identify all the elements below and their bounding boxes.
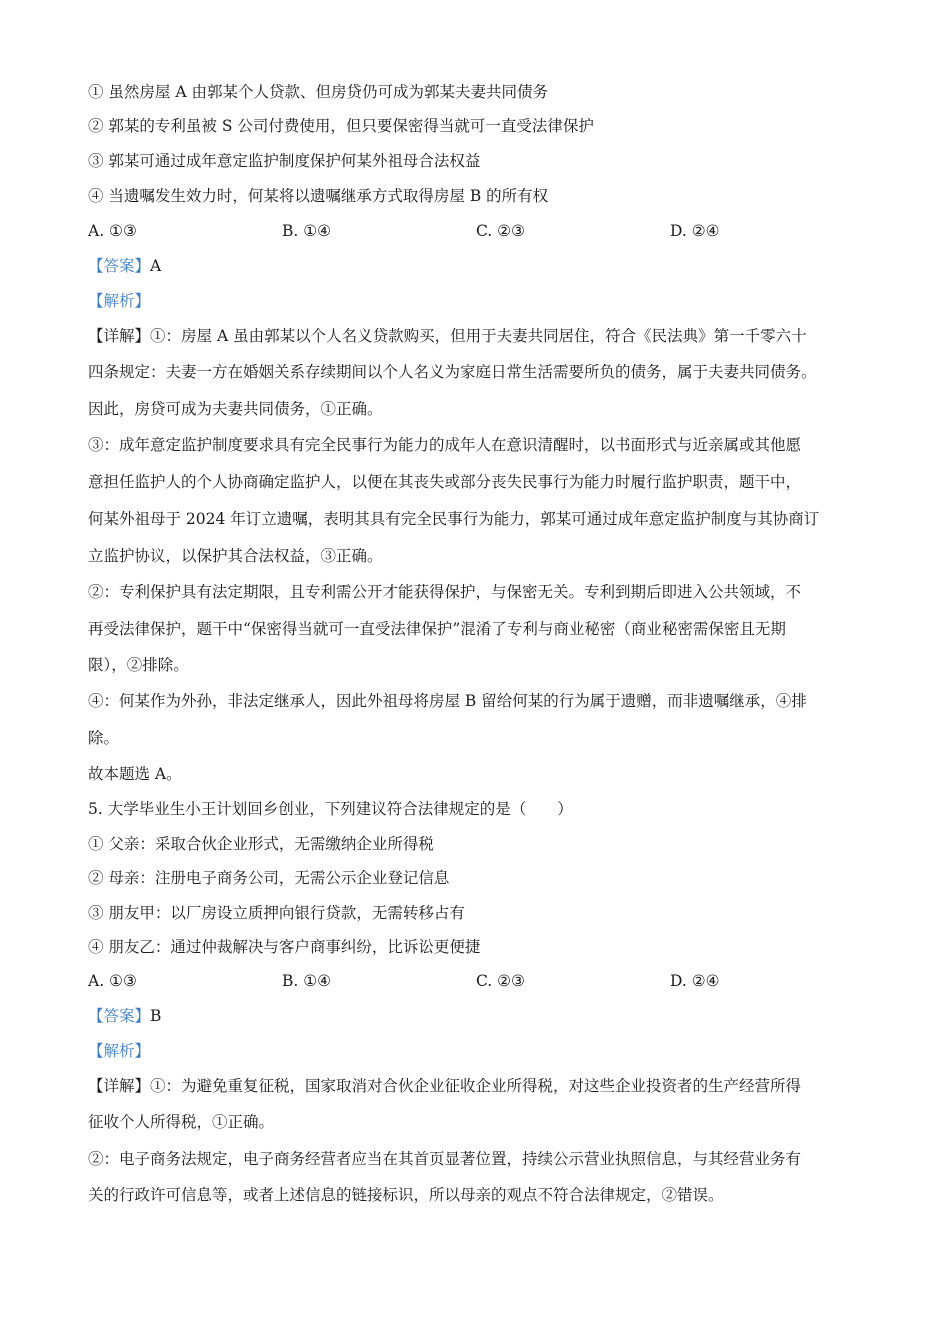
detail-label: 【详解】 — [88, 327, 151, 345]
q5-item-4: ④ 朋友乙：通过仲裁解决与客户商事纠纷，比诉讼更便捷 — [88, 938, 481, 956]
q5-stem: 5. 大学毕业生小王计划回乡创业，下列建议符合法律规定的是（ ） — [88, 800, 573, 818]
q5-analysis-label: 【解析】 — [88, 1042, 151, 1060]
q5-option-b: B. ①④ — [282, 972, 332, 990]
q4-item-3: ③ 郭某可通过成年意定监护制度保护何某外祖母合法权益 — [88, 152, 481, 170]
q4-conclusion: 故本题选 A。 — [88, 765, 182, 783]
q4-analysis-line-9: 再受法律保护，题干中“保密得当就可一直受法律保护”混淆了专利与商业秘密（商业秘密需保密且无期 — [88, 620, 786, 638]
q4-item-4: ④ 当遗嘱发生效力时，何某将以遗嘱继承方式取得房屋 B 的所有权 — [88, 187, 549, 205]
q5-option-d: D. ②④ — [670, 972, 720, 990]
q4-option-b: B. ①④ — [282, 222, 332, 240]
q5-analysis-line-1 — [88, 1074, 873, 1098]
q4-answer — [88, 254, 873, 278]
q5-option-a: A. ①③ — [88, 972, 137, 990]
q5-item-2: ② 母亲：注册电子商务公司，无需公示企业登记信息 — [88, 869, 450, 887]
detail-label: 【详解】 — [88, 1077, 151, 1095]
q4-item-2: ② 郭某的专利虽被 S 公司付费使用，但只要保密得当就可一直受法律保护 — [88, 117, 594, 135]
answer-label: 【答案】 — [88, 257, 151, 275]
q5-analysis-line-2: 征收个人所得税，①正确。 — [88, 1113, 275, 1131]
q4-analysis-line-1 — [88, 324, 873, 348]
q4-item-1: ① 虽然房屋 A 由郭某个人贷款、但房贷仍可成为郭某夫妻共同债务 — [88, 83, 548, 101]
q5-item-1: ① 父亲：采取合伙企业形式，无需缴纳企业所得税 — [88, 835, 434, 853]
q4-analysis-line-7: 立监护协议，以保护其合法权益，③正确。 — [88, 547, 383, 565]
q5-option-c: C. ②③ — [476, 972, 525, 990]
q4-analysis-line-10: 限），②排除。 — [88, 656, 189, 674]
q5-analysis-line-3: ②：电子商务法规定，电子商务经营者应当在其首页显著位置，持续公示营业执照信息，与其经营业务有 — [88, 1150, 802, 1168]
q4-option-c: C. ②③ — [476, 222, 525, 240]
q4-analysis-line-3: 因此，房贷可成为夫妻共同债务，①正确。 — [88, 400, 383, 418]
q4-analysis-line-8: ②：专利保护具有法定期限，且专利需公开才能获得保护，与保密无关。专利到期后即进入公共领域，不 — [88, 583, 802, 601]
q4-analysis-line-5: 意担任监护人的个人协商确定监护人，以便在其丧失或部分丧失民事行为能力时履行监护职责，题干中， — [88, 473, 802, 491]
analysis-text: ①：房屋 A 虽由郭某以个人名义贷款购买，但用于夫妻共同居住，符合《民法典》第一千零六十 — [150, 327, 807, 345]
q4-analysis-line-4: ③：成年意定监护制度要求具有完全民事行为能力的成年人在意识清醒时，以书面形式与近亲属或其他愿 — [88, 436, 802, 454]
q4-option-a: A. ①③ — [88, 222, 137, 240]
answer-label: 【答案】 — [88, 1007, 151, 1025]
q5-analysis-line-4: 关的行政许可信息等，或者上述信息的链接标识，所以母亲的观点不符合法律规定，②错误。 — [88, 1186, 724, 1204]
q4-analysis-label: 【解析】 — [88, 292, 151, 310]
q5-answer — [88, 1004, 873, 1028]
q4-option-d: D. ②④ — [670, 222, 720, 240]
q4-analysis-line-6: 何某外祖母于 2024 年订立遗嘱，表明其具有完全民事行为能力，郭某可通过成年意定监护制度与其协商订 — [88, 510, 820, 528]
answer-value: A — [150, 257, 162, 275]
q4-analysis-line-12: 除。 — [88, 729, 120, 747]
analysis-text: ①：为避免重复征税，国家取消对合伙企业征收企业所得税，对这些企业投资者的生产经营所得 — [150, 1077, 802, 1095]
q4-analysis-line-11: ④：何某作为外孙，非法定继承人，因此外祖母将房屋 B 留给何某的行为属于遗赠，而非遗嘱继承，④排 — [88, 692, 807, 710]
answer-value: B — [150, 1007, 162, 1025]
q4-analysis-line-2: 四条规定：夫妻一方在婚姻关系存续期间以个人名义为家庭日常生活需要所负的债务，属于夫妻共同债务。 — [88, 363, 817, 381]
q5-item-3: ③ 朋友甲：以厂房设立质押向银行贷款，无需转移占有 — [88, 904, 465, 922]
